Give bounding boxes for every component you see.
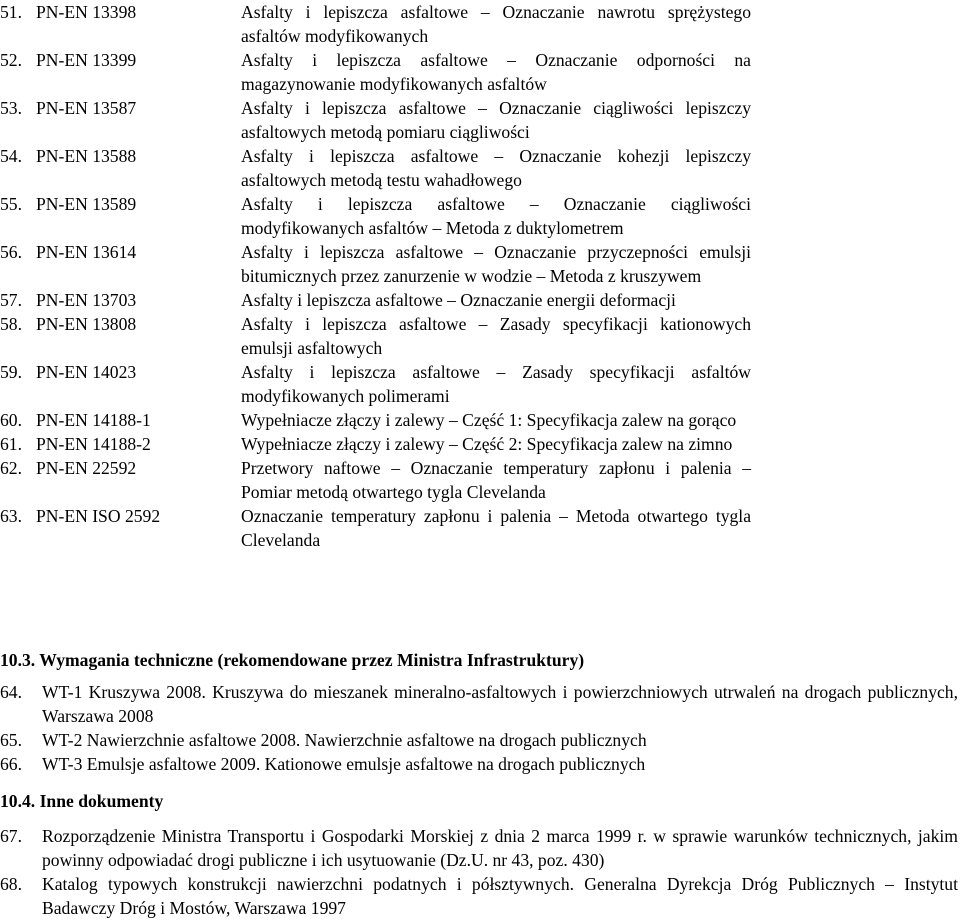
standard-item	[0, 360, 960, 408]
item-number: 68.	[0, 874, 22, 894]
standard-item	[0, 288, 960, 312]
other-documents-list	[0, 824, 958, 920]
item-number: 65.	[0, 730, 22, 750]
list-item	[0, 728, 958, 752]
standard-item	[0, 96, 960, 144]
standard-code: PN-EN 13703	[36, 290, 137, 310]
item-number: 52.	[0, 50, 22, 70]
standard-title: Asfalty i lepiszcza asfaltowe – Oznaczanie odporności na magazynowanie modyfikowanych asfaltów	[241, 50, 751, 94]
item-number: 66.	[0, 754, 22, 774]
standard-code: PN-EN ISO 2592	[36, 506, 161, 526]
item-number: 54.	[0, 146, 22, 166]
list-item	[0, 752, 958, 776]
standard-title: Asfalty i lepiszcza asfaltowe – Oznaczanie nawrotu sprężystego asfaltów modyfikowanych	[241, 2, 751, 46]
standard-title: Asfalty i lepiszcza asfaltowe – Oznaczanie ciągliwości lepiszczy asfaltowych metodą pomiaru ciągliwości	[241, 98, 751, 142]
standard-title: Asfalty i lepiszcza asfaltowe – Oznaczanie ciągliwości modyfikowanych asfaltów – Metoda z duktylometrem	[241, 194, 751, 238]
item-number: 62.	[0, 458, 22, 478]
item-text: Katalog typowych konstrukcji nawierzchni podatnych i półsztywnych. Generalna Dyrekcja Dróg Publicznych – Instytut Badawczy Dróg i Mostów, Warszawa 1997	[42, 874, 958, 918]
item-number: 61.	[0, 434, 22, 454]
section-heading-other-documents: 10.4. Inne dokumenty	[0, 791, 164, 811]
standard-title: Wypełniacze złączy i zalewy – Część 1: Specyfikacja zalew na gorąco	[241, 410, 737, 430]
item-number: 59.	[0, 362, 22, 382]
standard-title: Asfalty i lepiszcza asfaltowe – Zasady specyfikacji kationowych emulsji asfaltowych	[241, 314, 751, 358]
item-text: WT-1 Kruszywa 2008. Kruszywa do mieszanek mineralno-asfaltowych i powierzchniowych utrwaleń na drogach publicznych, Warszawa 2008	[42, 682, 958, 726]
standard-item	[0, 456, 960, 504]
list-item	[0, 824, 958, 872]
standard-code: PN-EN 13614	[36, 242, 137, 262]
standard-code: PN-EN 13808	[36, 314, 137, 334]
standard-title: Asfalty i lepiszcza asfaltowe – Zasady specyfikacji asfaltów modyfikowanych polimerami	[241, 362, 751, 406]
standard-code: PN-EN 13588	[36, 146, 137, 166]
standard-item	[0, 408, 960, 432]
standard-title: Asfalty i lepiszcza asfaltowe – Oznaczanie kohezji lepiszczy asfaltowych metodą testu wahadłowego	[241, 146, 751, 190]
standard-item	[0, 504, 960, 552]
standard-item	[0, 312, 960, 360]
standard-code: PN-EN 13589	[36, 194, 137, 214]
item-number: 64.	[0, 682, 22, 702]
standard-item	[0, 0, 960, 48]
item-number: 55.	[0, 194, 22, 214]
standard-code: PN-EN 13398	[36, 2, 137, 22]
item-number: 53.	[0, 98, 22, 118]
item-number: 63.	[0, 506, 22, 526]
item-number: 60.	[0, 410, 22, 430]
standard-code: PN-EN 14188-2	[36, 434, 151, 454]
standard-code: PN-EN 14023	[36, 362, 137, 382]
section-heading-technical-requirements: 10.3. Wymagania techniczne (rekomendowane przez Ministra Infrastruktury)	[0, 650, 585, 670]
standard-title: Asfalty i lepiszcza asfaltowe – Oznaczanie przyczepności emulsji bitumicznych przez zanurzenie w wodzie – Metoda z kruszywem	[241, 242, 751, 286]
standard-code: PN-EN 13587	[36, 98, 137, 118]
item-number: 67.	[0, 826, 22, 846]
standard-title: Przetwory naftowe – Oznaczanie temperatury zapłonu i palenia – Pomiar metodą otwartego tygla Clevelanda	[241, 458, 751, 502]
item-number: 58.	[0, 314, 22, 334]
list-item	[0, 872, 958, 920]
item-number: 57.	[0, 290, 22, 310]
standard-code: PN-EN 22592	[36, 458, 137, 478]
standard-item	[0, 240, 960, 288]
standard-item	[0, 192, 960, 240]
standard-item	[0, 432, 960, 456]
standard-item	[0, 48, 960, 96]
item-number: 56.	[0, 242, 22, 262]
item-text: WT-2 Nawierzchnie asfaltowe 2008. Nawierzchnie asfaltowe na drogach publicznych	[42, 730, 647, 750]
standard-code: PN-EN 13399	[36, 50, 137, 70]
technical-requirements-list	[0, 680, 958, 776]
standard-code: PN-EN 14188-1	[36, 410, 151, 430]
item-text: WT-3 Emulsje asfaltowe 2009. Kationowe emulsje asfaltowe na drogach publicznych	[42, 754, 646, 774]
item-text: Rozporządzenie Ministra Transportu i Gospodarki Morskiej z dnia 2 marca 1999 r. w sprawie warunków technicznych, jakim powinny odpowiadać drogi publiczne i ich usytuowanie (Dz.U. nr 43, poz. 430)	[42, 826, 958, 870]
standard-title: Asfalty i lepiszcza asfaltowe – Oznaczanie energii deformacji	[241, 290, 676, 310]
list-item	[0, 680, 958, 728]
item-number: 51.	[0, 2, 22, 22]
standard-item	[0, 144, 960, 192]
standard-title: Oznaczanie temperatury zapłonu i palenia – Metoda otwartego tygla Clevelanda	[241, 506, 751, 550]
standard-title: Wypełniacze złączy i zalewy – Część 2: Specyfikacja zalew na zimno	[241, 434, 733, 454]
